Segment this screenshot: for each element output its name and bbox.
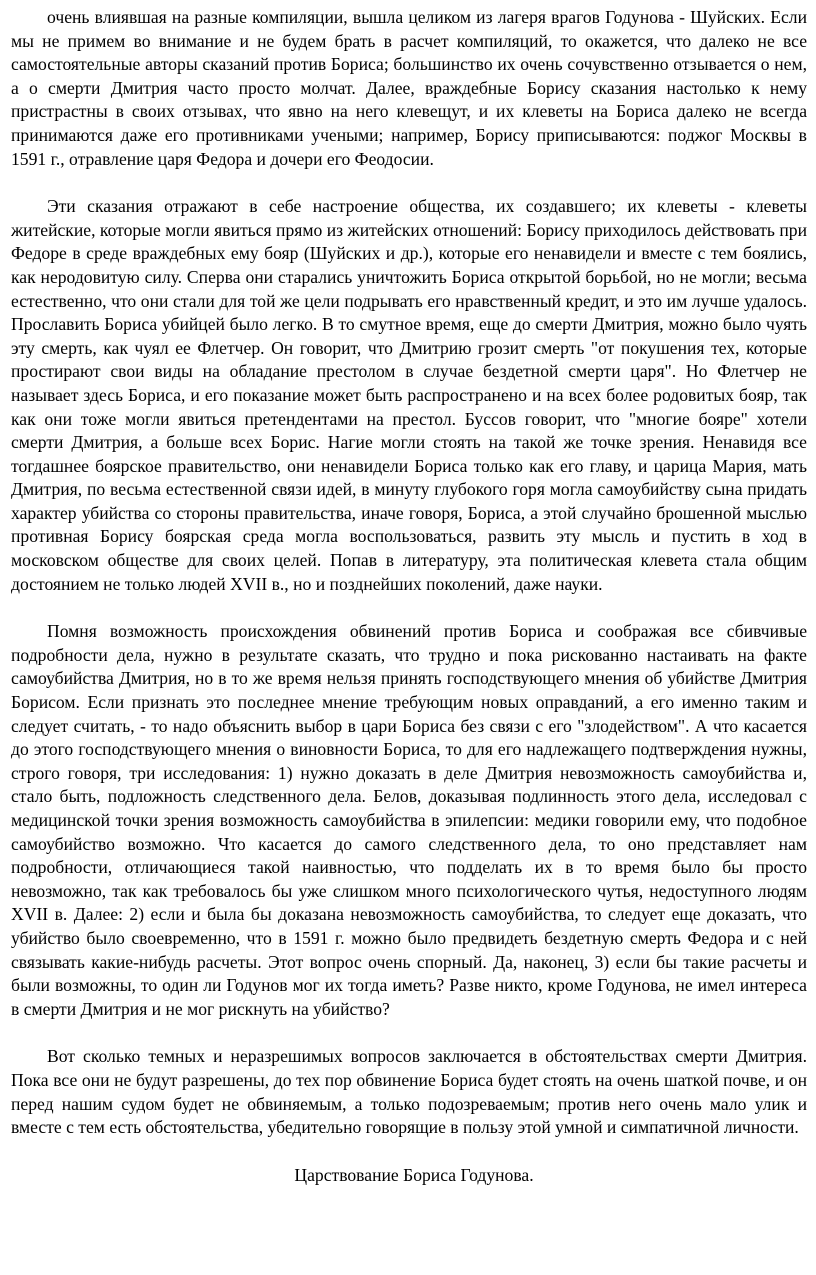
paragraph-spacer xyxy=(11,1140,807,1164)
section-heading: Царствование Бориса Годунова. xyxy=(294,1164,534,1185)
paragraph-4: Вот сколько темных и неразрешимых вопросов заключается в обстоятельствах смерти Дмитрия. Пока все они не будут разрешены, до тех пор обвинение Бориса будет стоять на очень шаткой почве, и он перед нашим судом будет не обвиняемым, а только подозреваемым; против него очень мало улик и вместе с тем есть обстоятельства, убедительно говорящие в пользу этой умной и симпатичной личности. xyxy=(11,1046,807,1138)
paragraph-spacer xyxy=(11,596,807,620)
paragraph-3: Помня возможность происхождения обвинений против Бориса и соображая все сбивчивые подробности дела, нужно в результате сказать, что трудно и пока рискованно настаивать на факте самоубийства Дмитрия, но в то же время нельзя принять господствующего мнения об убийстве Дмитрия Борисом. Если признать это последнее мнение требующим новых оправданий, а его именно таким и следует считать, - то надо объяснить выбор в цари Бориса без связи с его "злодейством". А что касается до этого господствующего мнения о виновности Бориса, то для его надлежащего подтверждения нужны, строго говоря, три исследования: 1) нужно доказать в деле Дмитрия невозможность самоубийства и, стало быть, подложность следственного дела. Белов, доказывая подлинность этого дела, исследовал с медицинской точки зрения возможность самоубийства в эпилепсии: медики говорили ему, что подобное самоубийство возможно. Что касается до самого следственного дела, то оно представляет нам подробности, отличающиеся такой наивностью, что подделать их в то время было бы просто невозможно, так как требовалось бы уже слишком много психологического чутья, недоступного людям XVII в. Далее: 2) если и была бы доказана невозможность самоубийства, то следует еще доказать, что убийство было своевременно, что в 1591 г. можно было предвидеть бездетную смерть Федора и с ней связывать какие-нибудь расчеты. Этот вопрос очень спорный. Да, наконец, 3) если бы такие расчеты и были возможны, то один ли Годунов мог их тогда иметь? Разве никто, кроме Годунова, не имел интереса в смерти Дмитрия и не мог рискнуть на убийство? xyxy=(11,621,807,1019)
paragraph-spacer xyxy=(11,171,807,195)
paragraph-1: очень влиявшая на разные компиляции, вышла целиком из лагеря врагов Годунова - Шуйских. Если мы не примем во внимание и не будем брать в расчет компиляций, то окажется, что далеко не все самостоятельные авторы сказаний против Бориса; большинство их очень сочувственно отзывается о нем, а о смерти Дмитрия часто просто молчат. Далее, враждебные Борису сказания настолько к нему пристрастны в своих отзывах, что явно на него клевещут, и их клеветы на Бориса далеко не всегда принимаются даже его противниками учеными; например, Борису приписываются: поджог Москвы в 1591 г., отравление царя Федора и дочери его Феодосии. xyxy=(11,7,807,169)
paragraph-2: Эти сказания отражают в себе настроение общества, их создавшего; их клеветы - клеветы житейские, которые могли явиться прямо из житейских отношений: Борису приходилось действовать при Федоре в среде враждебных ему бояр (Шуйских и др.), которые его ненавидели и вместе с тем боялись, как неродовитую силу. Сперва они старались уничтожить Бориса открытой борьбой, но не могли; весьма естественно, что они стали для той же цели подрывать его нравственный кредит, и это им лучше удалось. Прославить Бориса убийцей было легко. В то смутное время, еще до смерти Дмитрия, можно было чуять эту смерть, как чуял ее Флетчер. Он говорит, что Дмитрию грозит смерть "от покушения тех, которые простирают свои виды на обладание престолом в случае бездетной смерти царя". Но Флетчер не называет здесь Бориса, и его показание может быть распространено и на всех более родовитых бояр, так как они тоже могли явиться претендентами на престол. Буссов говорит, что "многие бояре" хотели смерти Дмитрия, а больше всех Борис. Нагие могли стоять на такой же точке зрения. Ненавидя все тогдашнее боярское правительство, они ненавидели Бориса только как его главу, и царица Мария, мать Дмитрия, по весьма естественной связи идей, в минуту глубокого горя могла самоубийству сына придать характер убийства со стороны правительства, иначе говоря, Бориса, а этой случайно брошенной мыслью противная Борису боярская среда могла воспользоваться, развить эту мысль и пустить в ход в московском обществе для своих целей. Попав в литературу, эта политическая клевета стала общим достоянием не только людей XVII в., но и позднейших поколений, даже науки. xyxy=(11,196,807,594)
paragraph-spacer xyxy=(11,1021,807,1045)
